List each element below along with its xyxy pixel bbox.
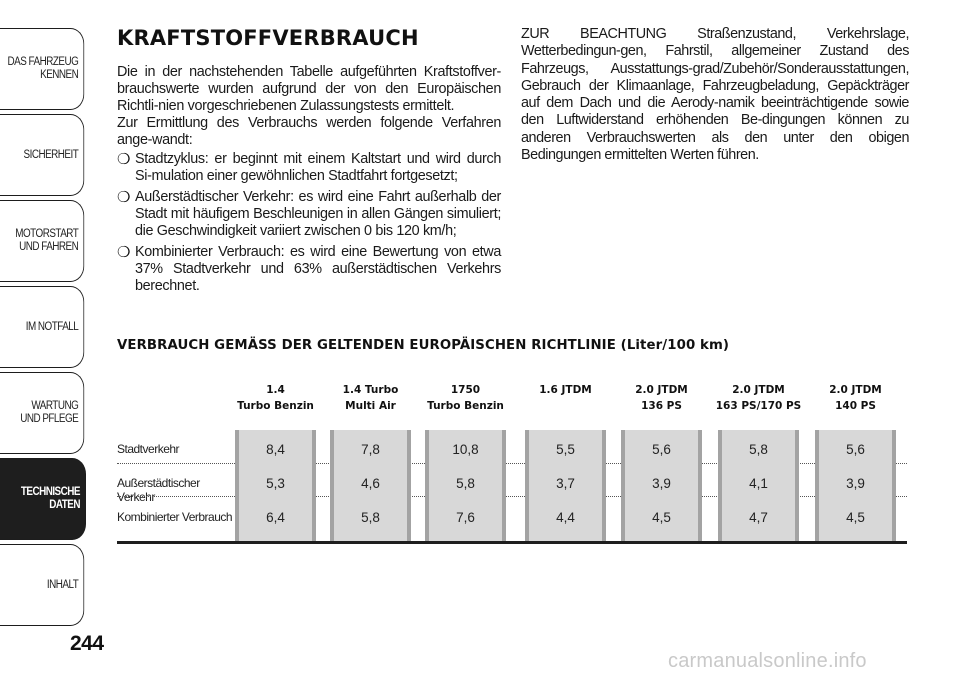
column-header: [714, 382, 803, 414]
tab-label: WARTUNG UND PFLEGE: [20, 400, 79, 425]
tab-label: IM NOTFALL: [25, 320, 79, 333]
value-kombiniert: 7,6: [456, 510, 475, 525]
value-ausserstaedtisch: 5,3: [266, 476, 285, 491]
column-value-box: [718, 430, 799, 541]
list-item-text: Stadtzyklus: er beginnt mit einem Kaltstart und wird durch Si-mulation einer gewöhnlichen Stadtfahrt fortgesetzt;: [135, 151, 501, 184]
column-header: [617, 382, 706, 414]
note-text: ZUR BEACHTUNG Straßenzustand, Verkehrslage, Wetterbedingun-gen, Fahrstil, allgemeiner Zustand des Fahrzeugs, Ausstattungs-grad/Zubehör/Sonderausstattungen, Gebrauch der Klimaanlage, Fahrzeugbeladung, Gepäckträger auf dem Dach und die Aerody-namik beeinträchtigende sowie den Luftwiderstand erhöhenden Be-dingungen können zu anderen Verbrauchswerten als den unter den obigen Bedingungen ermittelten Werten führen.: [521, 26, 909, 164]
column-header-line2: 140 PS: [835, 400, 876, 412]
column-1-4-turbo-multi-air: [326, 378, 415, 541]
value-kombiniert: 6,4: [266, 510, 285, 525]
tab-sicherheit[interactable]: [0, 114, 84, 196]
value-ausserstaedtisch: 3,7: [556, 476, 575, 491]
list-item: [117, 244, 501, 295]
intro-paragraph: Die in der nachstehenden Tabelle aufgeführten Kraftstoffver-brauchswerte wurden aufgrund der von den Europäischen Richtli-nien vorgeschriebenen Zulassungstests ermittelt.: [117, 64, 501, 114]
column-header-line2: Multi Air: [345, 400, 396, 412]
column-header-line2: 163 PS/170 PS: [715, 400, 802, 412]
table-title: VERBRAUCH GEMÄSS DER GELTENDEN EUROPÄISCHEN RICHTLINIE (Liter/100 km): [117, 338, 730, 353]
column-header: [811, 382, 900, 414]
tab-technische-daten[interactable]: [0, 458, 86, 540]
column-header: [421, 382, 510, 414]
column-value-box: [621, 430, 702, 541]
column-header-line1: 2.0 JTDM: [829, 384, 882, 396]
value-ausserstaedtisch: 4,1: [749, 476, 768, 491]
value-kombiniert: 5,8: [361, 510, 380, 525]
column-value-box: [235, 430, 316, 541]
value-kombiniert: 4,5: [652, 510, 671, 525]
column-2-0-jtdm-140: [811, 378, 900, 541]
tab-label: DAS FAHRZEUG KENNEN: [7, 56, 79, 81]
value-kombiniert: 4,5: [846, 510, 865, 525]
tab-label: TECHNISCHE DATEN: [20, 486, 80, 511]
tab-label: MOTORSTART UND FAHREN: [15, 228, 79, 253]
page-number: 244: [70, 632, 104, 655]
column-header-line1: 1.4: [266, 384, 285, 396]
value-ausserstaedtisch: 3,9: [652, 476, 671, 491]
column-1750-turbo-benzin: [421, 378, 510, 541]
column-value-box: [330, 430, 411, 541]
page-title: KRAFTSTOFFVERBRAUCH: [117, 26, 419, 50]
value-stadtverkehr: 10,8: [452, 442, 479, 457]
row-label-ausserstaedtisch: Außerstädtischer Verkehr: [117, 476, 200, 504]
tab-das-fahrzeug-kennen[interactable]: [0, 28, 84, 110]
consumption-table: [117, 378, 907, 548]
circle-bullet-icon: ❍: [117, 244, 131, 261]
tab-im-notfall[interactable]: [0, 286, 84, 368]
column-header: [326, 382, 415, 414]
list-item: [117, 151, 501, 185]
column-header-line2: Turbo Benzin: [427, 400, 504, 412]
table-bottom-rule: [117, 541, 907, 544]
value-stadtverkehr: 5,6: [846, 442, 865, 457]
value-ausserstaedtisch: 4,6: [361, 476, 380, 491]
value-stadtverkehr: 7,8: [361, 442, 380, 457]
column-header-line2: Turbo Benzin: [237, 400, 314, 412]
watermark: carmanualsonline.info: [668, 650, 867, 672]
value-ausserstaedtisch: 3,9: [846, 476, 865, 491]
column-header-line1: 1.6 JTDM: [539, 384, 592, 396]
column-header: [521, 382, 610, 398]
column-header-line1: 1.4 Turbo: [342, 384, 399, 396]
value-ausserstaedtisch: 5,8: [456, 476, 475, 491]
tab-motorstart-und-fahren[interactable]: [0, 200, 84, 282]
value-stadtverkehr: 5,8: [749, 442, 768, 457]
circle-bullet-icon: ❍: [117, 151, 131, 168]
procedure-list: [117, 151, 501, 295]
circle-bullet-icon: ❍: [117, 189, 131, 206]
column-header-line1: 2.0 JTDM: [635, 384, 688, 396]
tab-label: SICHERHEIT: [23, 148, 79, 161]
column-header: [231, 382, 320, 414]
column-header-line1: 1750: [450, 384, 481, 396]
value-kombiniert: 4,7: [749, 510, 768, 525]
list-item-text: Außerstädtischer Verkehr: es wird eine Fahrt außerhalb der Stadt mit häufigem Beschleunigen in allen Gängen simuliert; die Geschwindigkeit variiert zwischen 0 bis 120 km/h;: [135, 189, 501, 239]
column-1-4-turbo-benzin: [231, 378, 320, 541]
intro-paragraph: Zur Ermittlung des Verbrauchs werden folgende Verfahren ange-wandt:: [117, 115, 501, 148]
value-stadtverkehr: 8,4: [266, 442, 285, 457]
row-label-stadtverkehr: Stadtverkehr: [117, 442, 180, 456]
column-value-box: [815, 430, 896, 541]
row-label-kombiniert: Kombinierter Verbrauch: [117, 510, 233, 524]
column-header-line1: 2.0 JTDM: [732, 384, 785, 396]
intro-text: [117, 64, 501, 299]
column-2-0-jtdm-163-170: [714, 378, 803, 541]
list-item-text: Kombinierter Verbrauch: es wird eine Bewertung von etwa 37% Stadtverkehr und 63% außerstädtischen Verkehrs berechnet.: [135, 244, 501, 294]
tab-wartung-und-pflege[interactable]: [0, 372, 84, 454]
value-kombiniert: 4,4: [556, 510, 575, 525]
list-item: [117, 189, 501, 240]
tab-inhalt[interactable]: [0, 544, 84, 626]
value-stadtverkehr: 5,6: [652, 442, 671, 457]
column-header-line2: 136 PS: [641, 400, 682, 412]
value-stadtverkehr: 5,5: [556, 442, 575, 457]
tab-label: INHALT: [46, 578, 79, 591]
column-value-box: [525, 430, 606, 541]
column-2-0-jtdm-136: [617, 378, 706, 541]
column-value-box: [425, 430, 506, 541]
column-1-6-jtdm: [521, 378, 610, 541]
